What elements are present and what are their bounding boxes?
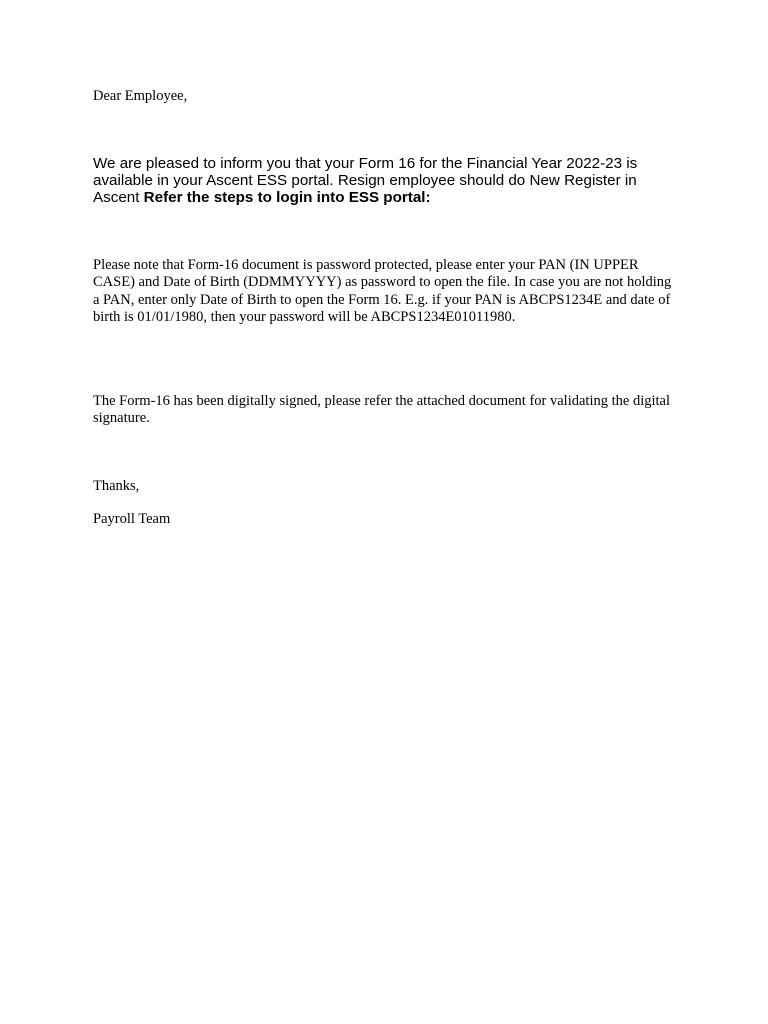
digital-signature-paragraph: The Form-16 has been digitally signed, please refer the attached document for validating the digital signature. [93,393,670,427]
salutation: Dear Employee, [93,88,188,104]
closing: Thanks, [93,478,140,494]
announcement-text: We are pleased to inform you that your Form 16 for the Financial Year 2022-23 is available in your Ascent ESS portal. Resign employee should do New Register in Ascent [93,155,638,206]
announcement-emphasis: Refer the steps to login into ESS portal: [143,189,431,206]
announcement-paragraph [93,155,683,206]
password-note-paragraph: Please note that Form-16 document is password protected, please enter your PAN (IN UPPER CASE) and Date of Birth (DDMMYYYY) as password to open the file. In case you are not holding a PAN, enter only Date of Birth to open the Form 16. E.g. if your PAN is ABCPS1234E and date of birth is 01/01/1980, then your password will be ABCPS1234E01011980. [93,257,672,325]
sender-name: Payroll Team [93,511,171,527]
